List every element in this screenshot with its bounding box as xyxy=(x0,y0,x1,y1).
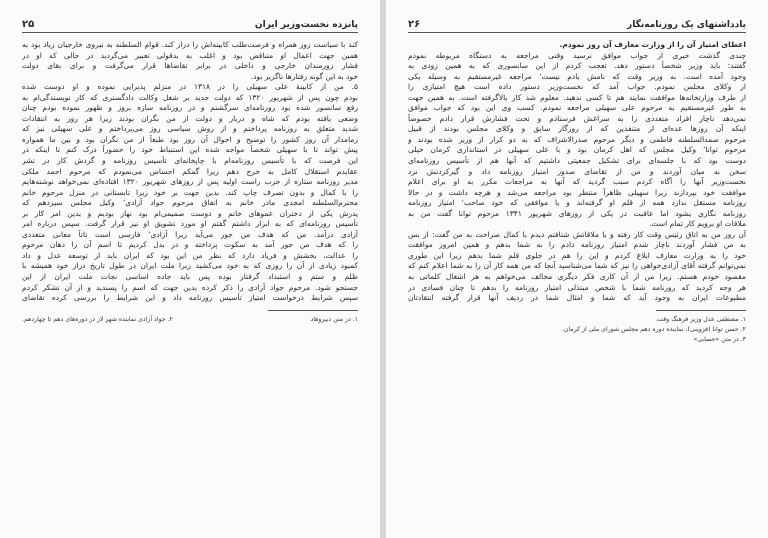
page-number: ۲۶ xyxy=(408,19,421,30)
text-line: سپس شرایط درخواست امتیاز تأسیس روزنامه داد و این شرایط را بررسی کرده تقاضای xyxy=(22,293,358,303)
footnotes xyxy=(22,315,358,325)
left-page-header xyxy=(22,16,358,33)
text-line: کند با سیاست روز همراه و فرصت‌طلب کابینه‌اش را دراز کند. قوام السلطنه به نیروی خارجیان زیاد بود به xyxy=(22,40,358,49)
text-line: عقایدم استقلال کامل به خرج دهم زیرا گمکم احساس می‌نمودم که مرحوم احمد ملکی xyxy=(22,166,358,176)
text-line: ملاقات او برویم کار تمام است. xyxy=(649,219,746,229)
text-line: روزنامه مستقل ندارد همه از قلم او گرفته‌اند و یا موافقی که خود صاحب٬ امتیاز روزنامه xyxy=(408,198,746,208)
text-line: اینکه آن روزها عده‌ای از متنفذین که از روزگار سابق و وکلای مجلس بودند از قبیل xyxy=(408,124,746,134)
text-line: بودم چون پس از شهریور ۱۳۲۰ که دولت جدید بر شغل وکالت دادگستری که کار نویسندگی‌ام به xyxy=(22,92,358,102)
text-line: فشار زورمندان خارجی و داخلی در برابر تقاضاها قرار می‌گرفت و برای بقای دولت xyxy=(22,61,358,71)
text-line: نمی‌توانم گرفته آقای آزادی‌خواهی را نیز که شما می‌شناسید آنجا که من همه کار آن را به شما اعلام کنم که xyxy=(408,261,746,271)
text-line: گفتند: باید وزیر شخصاً دستور دهد. تعجب کردم از این سانسوری که به همین زودی به xyxy=(408,61,746,71)
right-page-header xyxy=(408,16,746,33)
text-line: جستجو شود. مرحوم جواد آزادی را ذکر کرده بدین جهت که اسم را پسندید و از آن تشکر کردم xyxy=(22,282,358,292)
text-line: زمامدار آن روز کشور را توضیح و احوال آن روز بود طبعاً از من نگران بود و بین ما همواره xyxy=(22,134,358,144)
text-line: ۵. من از کابینهٔ علی سهیلی را در ۱۳۱۸ در منزلم پذیرایی نموده و او دوست شده xyxy=(22,82,358,92)
text-line: مطبوعات ایران به وجود آید که شما و امثال شما در ردیف آنها قرار گرفته انتقادتان xyxy=(408,293,746,303)
text-line: آن روز من به اتاق رئیس وقت کار رفته و با ملاقاتش شتافتم دیدم با کمال صراحت به من گفت: از بس xyxy=(408,229,746,239)
text-line: هر وجه کردید که روزنامه شما با شخص مبتذلی امتیاز روزنامه را بدهم تا چنان فسادی در xyxy=(408,282,746,292)
text-line: این فرصت که با تأسیس روزنامه‌ام با چاپخانه‌ای تأسیس روزنامه و گردش کار در تشر xyxy=(22,156,358,166)
text-line: به طور غیرمستقیم به مرحوم علی سهیلی مراجعه نمودم. کسب وی این بود که جواب موافق xyxy=(408,103,746,113)
text-line: را که هدف من جور آمد به سکوت پرداخته و در بدل کردیم تا اسم آن را دهان مرحوم xyxy=(22,240,358,250)
text-line: را عدالت، بخشش و فریاد دارد که نظر من این بود که ایران باید از توسعه عدل و داد xyxy=(22,250,358,260)
text-line: محترم‌السلطنه امجدی مادر خانم به اتفاق مرحوم جواد آزادی٬ وکیل مجلس سیزدهم که xyxy=(22,198,358,208)
text-line: رفع سانسور شده بود روزنامه‌ای سرگشتم و در روزنامه سازه بروز و ظهور نموده بودم چنان xyxy=(22,103,358,113)
text-line: نخست‌وزیر آنها را آگاه کردم سبب گردید که آنها به مراجعات مکرر به او برای اعلام xyxy=(408,177,746,187)
page-number: ۲۵ xyxy=(22,19,35,30)
left-page-body xyxy=(22,40,358,325)
text-line: به من فشار آوردند ناچار شدم امتیاز روزنامه دادم را به شما بدهم و همین امروز موافقت xyxy=(408,240,746,250)
footnote: ۳. در متن «حسابی» xyxy=(693,335,746,343)
footnote: ۲. حسن توانا (قزوینی)، نماینده دوره دهم مجلس شورای ملی از کرمان. xyxy=(561,325,746,333)
text-line: را با کمال و بدون تصرف چاپ کند. بدین جهت بر خود زیرا تابستانی در منزل مرحوم خانم xyxy=(22,187,358,197)
text-line: سخن به میان آوردند و من از تقاضای صدور امتیاز روزنامه داد و گیرکردنش نزد xyxy=(408,166,746,176)
text-line: مدیر روزنامه ستاره از حزب راست اولیه پس از روزهای شهریور ۱۳۲۰ افتاده‌ای نمی‌خواهد نوشته‌هایم xyxy=(22,177,358,187)
text-line: اعطای امتیاز آن را از وزارت معارف آن روز نمودم. xyxy=(559,40,746,49)
text-line: پدرش یکی از دختران عموهای خانم و دوست صمیمی‌ام بود نهار بودیم و بدین امر کار بر xyxy=(22,208,358,218)
footnote-divider xyxy=(656,310,746,311)
right-page-body xyxy=(408,40,746,345)
text-line: کمبود زیادی از آن را روزی که به خود می‌کشید زیرا ملت ایران در طول تاریخ دراز خود همیشه با xyxy=(22,261,358,271)
text-line: روزنامه نگاری بشود اما عاقبت در یکی از روزهای شهریور ۱۳۴۱ مرحوم توانا گفت من به xyxy=(408,208,746,218)
left-page xyxy=(0,0,380,538)
text-line: موافقت خود بپردازند زیرا سهیلی ظاهراً منتظر بود مراجعه می‌شد و هرچه داشت و در حالا xyxy=(408,187,746,197)
footnote: ۱. در متن دبیروهاد xyxy=(310,315,358,323)
text-line: نمی‌دهد ناچار افراد متعددی را به سراغش فرستادم و تحت فشارش قرار دادم خصوصاً xyxy=(408,113,746,123)
text-line: دوست بود که با جلسه‌ای برای تشکیل جمعیتی داشتیم که آنها هم از تأسیس روزنامه‌ای xyxy=(408,156,746,166)
text-line: از طرف وزارتخانه‌ها موافقت نمایند هم تا کسی ندهید. معلوم شد کار بالاگرفته است. به همین جهت xyxy=(408,92,746,102)
text-line: خود را به وزارت معارف ابلاغ کردم و این را هم در جلوی قلم شما بدهم زیرا این طوری xyxy=(408,250,746,260)
text-line: شدید متعلق به روزنامه پرداختم و از روش سیاسی روز می‌پرداختم و علی سهیلی نیز که xyxy=(22,124,358,134)
right-page xyxy=(386,0,768,538)
text-line: تأسیس روزنامه‌ای که به ابزار داشتم گفتم او مورد تشویق او نیز قرار گرفت. سپس درباره امر xyxy=(22,219,358,229)
text-line: آزادی درآمد. من که هدف من جور می‌آید زیرا آزادی٬ فارسی است تاتاً معانی متعددی xyxy=(22,229,358,239)
text-line: مرحوم توانا٬ وکیل مجلس که اهل کرمان بود و با علی سهیلی در استانداری کرمان خیلی xyxy=(408,145,746,155)
text-line: وضعی یافته بودم که شاه و دربار و دولت از من نگران بودند زیرا هر روز به انتقادات xyxy=(22,113,358,123)
text-line: مرحوم صمدالسلطنه فاطمی و دیگر مرحوم صدرالاشراف که به دو کرار از وزیر شده بودند و xyxy=(408,134,746,144)
footnote-divider xyxy=(268,310,358,311)
text-line: پیش تواند تا با سهیلی شخصاً مواجه شده این استنباط خود را حضوراً درک کنم تا اینکه در xyxy=(22,145,358,155)
text-line: ظلم و ستم و استبداد گرفتار بوده پس باید جاده اساسی نجات ملت ایران از این xyxy=(22,272,358,282)
text-line: از وکلای مجلس نمودم. جواب آمد که نخست‌وزیر دستور داده است هیچ امتیازی را xyxy=(408,82,746,92)
text-line: خود به این گونه رفتارها ناگزیر بود. xyxy=(250,71,358,81)
footnote: ۱. مصطفی عدل وزیر فرهنگ وقت. xyxy=(655,315,746,323)
text-line: وجود آمده است. به وزیر وقت که نامش یادم نیست٬ مراجعه غیرمستقیم به وسیله یکی xyxy=(408,71,746,81)
text-line: همین جهت اعمال او متناقض بود و اغلب به بدقولی تعبیر می‌گردید در حالی که او در xyxy=(22,50,358,60)
footnotes xyxy=(408,315,746,345)
running-title: پانزده نخست‌وزیر ایران xyxy=(254,20,358,30)
text-line: مقصود خودم هستم. زیرا من از آن کاری فکر دیگری مخالف می‌خواهم به هر اشغال کلماتی به xyxy=(408,272,746,282)
text-line: چندی گذشت خبری از جواب موافق نرسید وقتی مراجعه به دستگاه مربوطه نمودم xyxy=(408,50,746,60)
running-title: یادداشتهای یک روزنامه‌نگار xyxy=(627,20,746,30)
footnote: ۲. جواد آزادی نماینده شهر لار در دوره‌های دهم تا چهاردهم. xyxy=(22,315,173,323)
